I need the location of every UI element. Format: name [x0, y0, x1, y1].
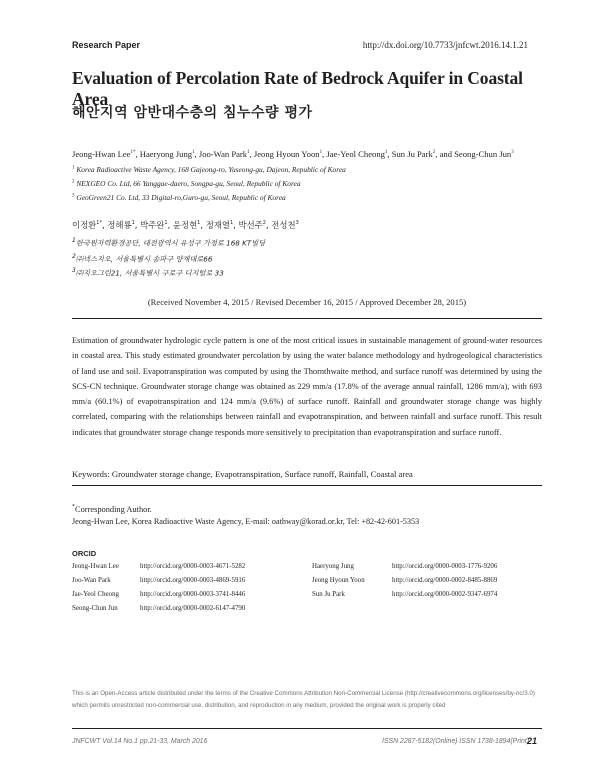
orcid-link[interactable]: http://orcid.org/0000-0002-8485-8869 [392, 577, 498, 584]
author-name: 윤정현 [172, 220, 198, 230]
author-list: Jeong-Hwan Lee$^{1*}$, Haeryong Jung$^1$, Joo-Wan Park$^1$, Jeong Hyoun Yoon$^1$, Jae-Yeol Cheong$^1$, Sun Ju Park$^2$, and Seong-Chun Jun$^3$ [72, 149, 514, 159]
affiliation-korean-1: $^1$한국원자력환경공단, 대전광역시 유성구 가정로 168 KT빌딩 [72, 237, 266, 248]
author-affiliation-mark: 1 [247, 150, 250, 156]
section-label: Research Paper [72, 40, 141, 50]
author-name: Sun Ju Park [391, 149, 433, 159]
abstract-bottom-divider [72, 485, 542, 486]
author-affiliation-mark: 1 [164, 220, 168, 227]
paper-title-korean: 해안지역 암반대수층의 침누수량 평가 [72, 105, 313, 121]
orcid-author-name: Jeong Hyoun Yoon [312, 577, 365, 584]
author-name: and Seong-Chun Jun [439, 149, 512, 159]
author-affiliation-mark: 1 [229, 220, 234, 227]
orcid-author-name: Haeryong Jung [312, 563, 354, 570]
author-name: Joo-Wan Park [198, 149, 248, 159]
author-affiliation-mark: 3 [511, 150, 514, 156]
abstract-text: Estimation of groundwater hydrologic cycle pattern is one of the most critical issues in sustainable management of ground-water resources in coastal area. This study estimated groundwater percolation by using the water balance methodology and hydrogeological characteristics of land use and soil. Evapotranspiration was computed by using the Thornthwaite method, and surface runoff was determined by using the SCS-CN technique. Groundwater storage change was obtained as 229 mm/a (17.8% of the average annual rainfall, 1286 mm/a), with 693 mm/a (60.1%) of evapotranspiration and 124 mm/a (9.6%) of surface runoff. Rainfall and groundwater storage change was highly correlated, comparing with the relationships between rainfall and evapotranspiration, and between rainfall and surface runoff. This result indicates that groundwater storage change responds more sensitively to precipitation than evapotranspiration and surface runoff. [72, 336, 542, 437]
orcid-link[interactable]: http://orcid.org/0000-0002-9347-6974 [392, 591, 498, 598]
received-dates: (Received November 4, 2015 / Revised December 16, 2015 / Approved December 28, 2015) [147, 297, 467, 307]
author-affiliation-mark: 1* [96, 220, 102, 227]
author-affiliation-mark: 2 [262, 220, 266, 227]
author-affiliation-mark: 1 [384, 150, 388, 156]
page-number: 21 [527, 736, 538, 746]
orcid-author-name: Sun Ju Park [312, 591, 345, 598]
author-name: 박주완 [140, 220, 165, 230]
affiliation-3: $^3$ GeoGreen21 Co. Ltd, 33 Digital-ro,Guro-gu, Seoul, Republic of Korea [72, 193, 286, 202]
author-affiliation-mark: 1 [197, 220, 201, 227]
orcid-link[interactable]: http://orcid.org/0000-0003-3741-8446 [140, 591, 246, 598]
affiliation-2: $^2$ NEXGEO Co. Ltd, 66 Yanggae-daero, Songpa-gu, Seoul, Republic of Korea [72, 179, 301, 188]
paper-title: Evaluation of Percolation Rate of Bedrock Aquifer in Coastal Area [72, 68, 523, 109]
author-affiliation-mark: 1 [319, 150, 323, 156]
affiliation-korean-2: $^2$㈜넥스지오, 서울특별시 송파구 양재대로66 [72, 253, 213, 264]
keywords: Keywords: Groundwater storage change, Evapotranspiration, Surface runoff, Rainfall, Coastal area [72, 469, 413, 479]
orcid-heading: ORCID [72, 549, 97, 558]
orcid-author-name: Joo-Wan Park [72, 577, 111, 584]
author-name: Jeong-Hwan Lee [72, 149, 131, 159]
issn: ISSN 2287-5182(Online) ISSN 1738-1894(Print) [382, 738, 530, 745]
orcid-author-name: Jae-Yeol Cheong [72, 591, 119, 598]
author-name: 정재열 [205, 220, 230, 230]
doi-link[interactable]: http://dx.doi.org/10.7733/jnfcwt.2016.14.1.21 [362, 40, 528, 50]
author-affiliation-mark: 1 [192, 150, 195, 156]
affiliation-1: $^1$ Korea Radioactive Waste Agency, 168 Gajeong-ro, Yuseong-gu, Dajeon, Republic of Korea [72, 165, 346, 174]
affiliation-korean-3: $^3$㈜지오그린21, 서울특별시 구로구 디지털로 33 [72, 267, 224, 278]
author-name: Jae-Yeol Cheong [326, 149, 385, 159]
author-affiliation-mark: 1* [130, 150, 136, 156]
orcid-link[interactable]: http://orcid.org/0000-0002-6147-4790 [140, 605, 246, 612]
orcid-link[interactable]: http://orcid.org/0000-0003-4869-5916 [140, 577, 246, 584]
orcid-link[interactable]: http://orcid.org/0000-0003-4671-5282 [140, 563, 246, 570]
author-affiliation-mark: 2 [432, 150, 436, 156]
author-name: Haeryong Jung [139, 149, 193, 159]
author-name: 전성천 [271, 220, 296, 230]
orcid-author-name: Seong-Chun Jun [72, 605, 118, 612]
author-affiliation-mark: 1 [131, 220, 135, 227]
abstract-top-divider [72, 318, 542, 319]
orcid-author-name: Jeong-Hwan Lee [72, 563, 119, 570]
author-name: 이정환 [72, 220, 97, 230]
journal-citation: JNFCWT Vol.14 No.1 pp.21-33, March 2016 [72, 738, 208, 745]
orcid-link[interactable]: http://orcid.org/0000-0003-1776-9206 [392, 563, 498, 570]
author-name: Jeong Hyoun Yoon [253, 149, 320, 159]
license-notice: This is an Open-Access article distributed under the terms of the Creative Commons Attribution Non-Commercial License (http://creativecommons.org/licenses/by-nc/3.0) which permits unrestricted non-commercial use, distribution, and reproduction in any medium, provided the original work is properly cited [72, 690, 535, 709]
author-name: 박선주 [238, 220, 263, 230]
author-list-korean: 이정환$^{1*}$, 정해룡$^1$, 박주완$^1$, 윤정현$^1$, 정재열$^1$, 박선주$^2$, 전성천$^3$ [72, 220, 299, 230]
author-name: 정해룡 [107, 220, 132, 230]
corresponding-author-label: *Corresponding Author. [72, 504, 152, 514]
footer-divider [72, 728, 542, 729]
author-affiliation-mark: 3 [295, 220, 299, 227]
corresponding-author-info: Jeong-Hwan Lee, Korea Radioactive Waste Agency, E-mail: oathway@korad.or.kr, Tel: +82-42-601-5353 [72, 517, 420, 526]
